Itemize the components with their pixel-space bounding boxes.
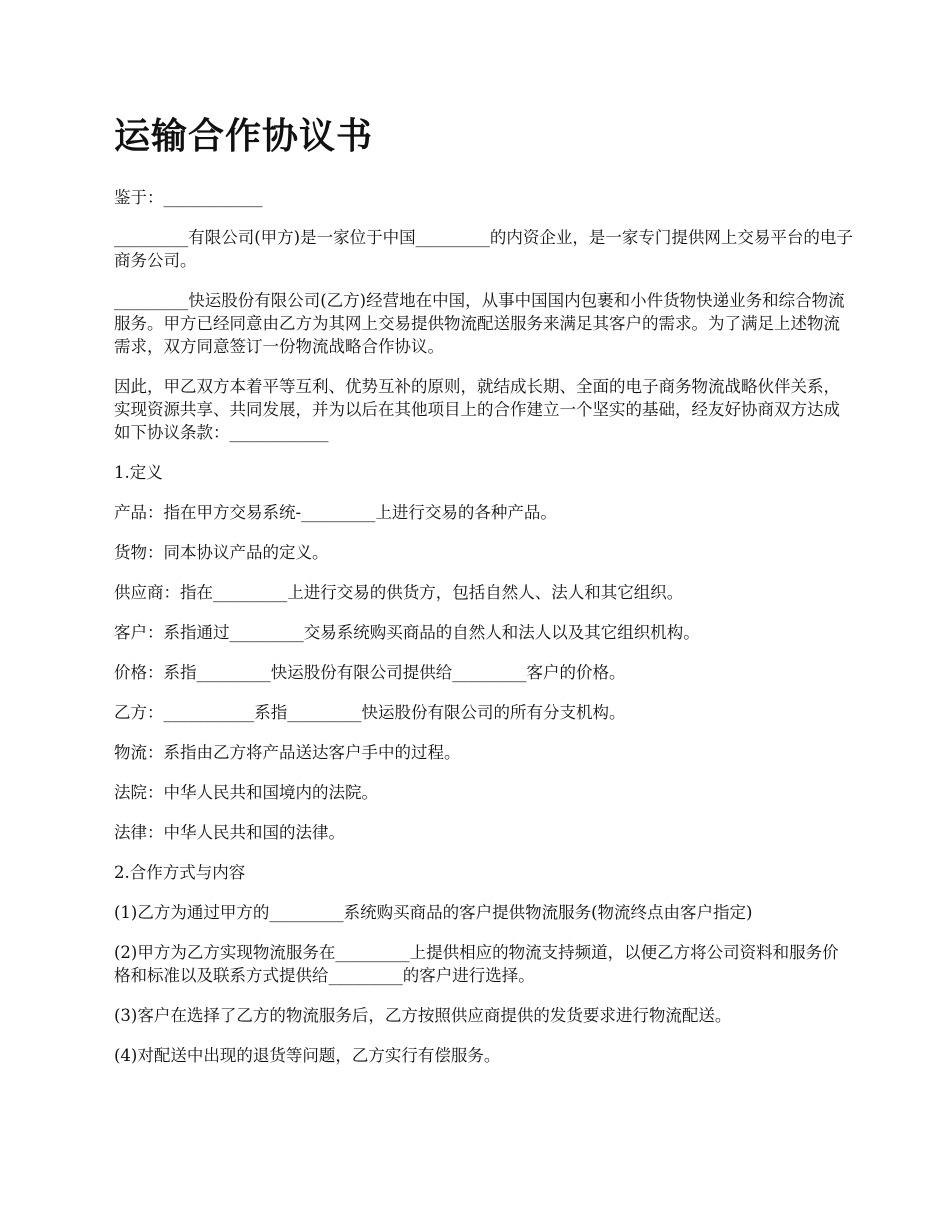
cooperation-item-2: (2)甲方为乙方实现物流服务在_________上提供相应的物流支持频道，以便乙方将公司资料和服务价格和标准以及联系方式提供给_________的客户进行选择。	[114, 943, 839, 985]
definition-law: 法律：中华人民共和国的法律。	[114, 823, 345, 842]
definition-logistics: 物流：系指由乙方将产品送达客户手中的过程。	[114, 743, 461, 762]
recital-jianyu: 鉴于：____________	[114, 188, 263, 207]
cooperation-item-1: (1)乙方为通过甲方的_________系统购买商品的客户提供物流服务(物流终点由客户指定)	[114, 903, 753, 922]
document-title: 运输合作协议书	[114, 116, 374, 157]
definition-goods: 货物：同本协议产品的定义。	[114, 543, 329, 562]
definition-customer: 客户：系指通过_________交易系统购买商品的自然人和法人以及其它组织机构。	[114, 623, 700, 642]
definition-party-b: 乙方：___________系指_________快运股份有限公司的所有分支机构。	[114, 703, 626, 722]
definition-supplier: 供应商：指在_________上进行交易的供货方，包括自然人、法人和其它组织。	[114, 583, 684, 602]
definition-price: 价格：系指_________快运股份有限公司提供给_________客户的价格。	[114, 663, 626, 682]
agreement-purpose: 因此，甲乙双方本着平等互利、优势互补的原则，就结成长期、全面的电子商务物流战略伙伴关系，实现资源共享、共同发展，并为以后在其他项目上的合作建立一个坚实的基础，经友好协商双方达成如下协议条款：____________	[114, 377, 840, 442]
party-a-intro: _________有限公司(甲方)是一家位于中国_________的内资企业，是一家专门提供网上交易平台的电子商务公司。	[114, 228, 853, 270]
section-heading-cooperation: 2.合作方式与内容	[114, 863, 246, 882]
definition-product: 产品：指在甲方交易系统-_________上进行交易的各种产品。	[114, 503, 557, 522]
cooperation-item-3: (3)客户在选择了乙方的物流服务后，乙方按照供应商提供的发货要求进行物流配送。	[114, 1006, 732, 1025]
party-b-intro: _________快运股份有限公司(乙方)经营地在中国，从事中国国内包裹和小件货物快递业务和综合物流服务。甲方已经同意由乙方为其网上交易提供物流配送服务来满足其客户的需求。为了满足上述物流需求，双方同意签订一份物流战略合作协议。	[114, 291, 845, 356]
section-heading-definitions: 1.定义	[114, 463, 163, 482]
definition-court: 法院：中华人民共和国境内的法院。	[114, 783, 378, 802]
cooperation-item-4: (4)对配送中出现的退货等问题，乙方实行有偿服务。	[114, 1046, 501, 1065]
